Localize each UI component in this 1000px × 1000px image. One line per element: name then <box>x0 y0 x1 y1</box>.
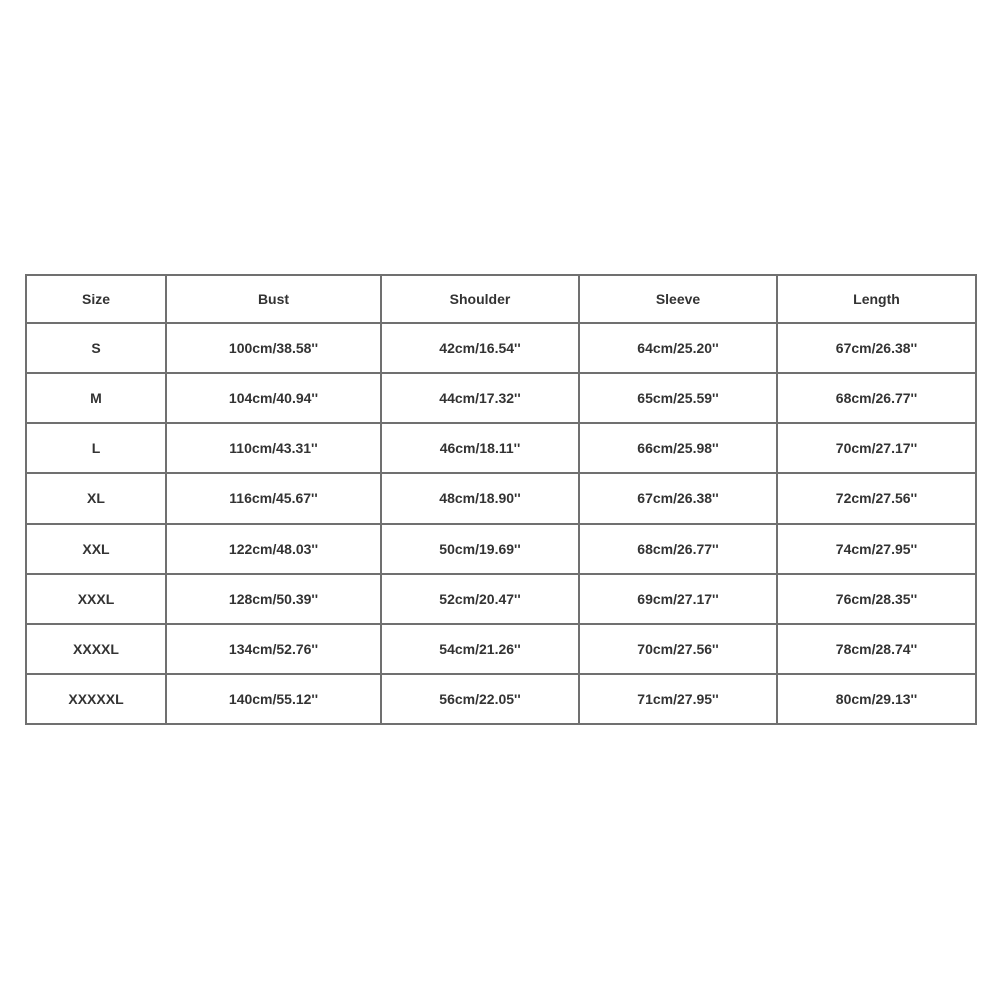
cell-bust: 122cm/48.03'' <box>166 524 381 574</box>
table-row <box>26 574 976 624</box>
cell-length: 78cm/28.74'' <box>777 624 976 674</box>
cell-sleeve: 65cm/25.59'' <box>579 373 777 423</box>
cell-sleeve: 69cm/27.17'' <box>579 574 777 624</box>
cell-sleeve: 68cm/26.77'' <box>579 524 777 574</box>
cell-size: XXXXXL <box>26 674 166 724</box>
cell-size: XXXL <box>26 574 166 624</box>
cell-shoulder: 50cm/19.69'' <box>381 524 579 574</box>
cell-sleeve: 71cm/27.95'' <box>579 674 777 724</box>
cell-size: M <box>26 373 166 423</box>
table-row <box>26 674 976 724</box>
cell-sleeve: 66cm/25.98'' <box>579 423 777 473</box>
cell-shoulder: 54cm/21.26'' <box>381 624 579 674</box>
cell-bust: 100cm/38.58'' <box>166 323 381 373</box>
header-sleeve: Sleeve <box>579 275 777 323</box>
cell-size: L <box>26 423 166 473</box>
cell-bust: 140cm/55.12'' <box>166 674 381 724</box>
table-row <box>26 473 976 523</box>
cell-bust: 116cm/45.67'' <box>166 473 381 523</box>
cell-length: 76cm/28.35'' <box>777 574 976 624</box>
cell-shoulder: 52cm/20.47'' <box>381 574 579 624</box>
table-row <box>26 423 976 473</box>
size-chart-table <box>25 274 977 725</box>
cell-length: 72cm/27.56'' <box>777 473 976 523</box>
cell-length: 67cm/26.38'' <box>777 323 976 373</box>
cell-shoulder: 48cm/18.90'' <box>381 473 579 523</box>
cell-shoulder: 42cm/16.54'' <box>381 323 579 373</box>
cell-size: XXL <box>26 524 166 574</box>
header-bust: Bust <box>166 275 381 323</box>
table-row <box>26 373 976 423</box>
cell-shoulder: 46cm/18.11'' <box>381 423 579 473</box>
table-row <box>26 624 976 674</box>
cell-size: S <box>26 323 166 373</box>
cell-length: 74cm/27.95'' <box>777 524 976 574</box>
cell-sleeve: 64cm/25.20'' <box>579 323 777 373</box>
table-row <box>26 524 976 574</box>
header-row <box>26 275 976 323</box>
cell-bust: 110cm/43.31'' <box>166 423 381 473</box>
header-shoulder: Shoulder <box>381 275 579 323</box>
cell-shoulder: 44cm/17.32'' <box>381 373 579 423</box>
header-length: Length <box>777 275 976 323</box>
cell-bust: 128cm/50.39'' <box>166 574 381 624</box>
cell-length: 70cm/27.17'' <box>777 423 976 473</box>
cell-length: 68cm/26.77'' <box>777 373 976 423</box>
cell-size: XL <box>26 473 166 523</box>
cell-bust: 134cm/52.76'' <box>166 624 381 674</box>
table-row <box>26 323 976 373</box>
cell-sleeve: 70cm/27.56'' <box>579 624 777 674</box>
cell-bust: 104cm/40.94'' <box>166 373 381 423</box>
header-size: Size <box>26 275 166 323</box>
cell-size: XXXXL <box>26 624 166 674</box>
cell-sleeve: 67cm/26.38'' <box>579 473 777 523</box>
cell-length: 80cm/29.13'' <box>777 674 976 724</box>
cell-shoulder: 56cm/22.05'' <box>381 674 579 724</box>
